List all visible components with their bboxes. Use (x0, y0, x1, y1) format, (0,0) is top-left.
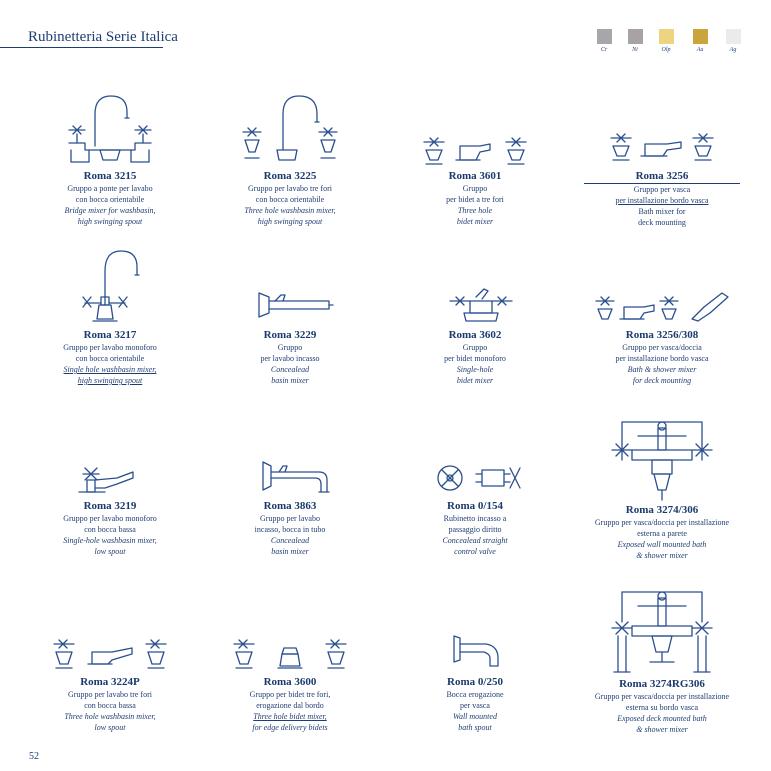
product-desc-en: Three hole bidet mixer, (253, 712, 327, 721)
product-desc-it: con bocca bassa (84, 525, 136, 534)
product-desc-en: control valve (454, 547, 496, 556)
concealed-tube-spout-icon (235, 458, 345, 498)
product-desc-en: Single-hole washbasin mixer, (63, 536, 157, 545)
concealed-basin-mixer-icon (235, 287, 345, 327)
product-name: Roma 0/250 (447, 676, 503, 688)
page-number: 52 (29, 751, 39, 762)
product-desc-it: erogazione dal bordo (256, 701, 324, 710)
product-card[interactable] (200, 287, 380, 386)
product-desc-it: con bocca bassa (84, 701, 136, 710)
deck-bath-shower-mixer-exposed-icon (602, 582, 722, 676)
product-desc-it: incasso, bocca in tubo (254, 525, 326, 534)
product-desc-en: for edge delivery bidets (252, 723, 328, 732)
product-desc-en: bath spout (458, 723, 492, 732)
product-desc-en: Single-hole (456, 365, 494, 374)
product-desc-it: Gruppo (277, 343, 303, 352)
product-card[interactable] (572, 416, 752, 561)
deck-bath-mixer-icon (607, 128, 717, 168)
product-desc-it: per lavabo incasso (260, 354, 320, 363)
finish-swatch-au (693, 29, 708, 44)
product-desc-it: per bidet monoforo (444, 354, 506, 363)
bridge-mixer-swinging-spout-icon (55, 88, 165, 168)
page-title: Rubinetteria Serie Italica (28, 29, 178, 45)
product-desc-en: Exposed wall mounted bath (617, 540, 707, 549)
single-hole-basin-mixer-icon (55, 247, 165, 327)
product-name: Roma 3219 (83, 500, 137, 512)
product-desc-en: Concealead straight (442, 536, 508, 545)
product-desc-it: Gruppo per vasca/doccia (622, 343, 702, 352)
product-desc-en: & shower mixer (636, 725, 688, 734)
product-desc-it: esterna a parete (637, 529, 687, 538)
product-desc-it: per installazione bordo vasca (615, 354, 709, 363)
product-desc-en: basin mixer (271, 547, 309, 556)
product-desc-it: Gruppo per vasca/doccia per installazione (594, 692, 730, 701)
product-desc-en: bidet mixer (456, 376, 494, 385)
finish-swatch-ni (628, 29, 643, 44)
product-desc-it: Bocca erogazione (446, 690, 504, 699)
product-desc-it: Gruppo per vasca/doccia per installazione (594, 518, 730, 527)
product-card[interactable] (572, 582, 752, 735)
product-desc-en: high swinging spout (257, 217, 323, 226)
finish-swatches (590, 29, 750, 61)
product-name: Roma 3600 (263, 676, 317, 688)
finish-silver (719, 29, 747, 53)
finish-swatch-olp (659, 29, 674, 44)
product-card[interactable] (385, 128, 565, 227)
product-desc-it: Gruppo per lavabo monoforo (63, 343, 157, 352)
wall-bath-spout-icon (420, 634, 530, 674)
finish-gold (686, 29, 714, 53)
product-card[interactable] (385, 634, 565, 733)
product-desc-it: Gruppo per lavabo tre fori (248, 184, 332, 193)
product-desc-it: Rubinetto incasso a (443, 514, 507, 523)
concealed-straight-valve-icon (420, 458, 530, 498)
finish-label-cr: Cr (600, 47, 608, 53)
product-card[interactable] (20, 634, 200, 733)
three-hole-basin-mixer-high-spout-icon (235, 88, 345, 168)
product-name: Roma 3274RG306 (619, 678, 705, 690)
product-desc-en: bidet mixer (456, 217, 494, 226)
product-name: Roma 3601 (448, 170, 502, 182)
finish-label-ag: Ag (729, 47, 737, 53)
finish-label-olp: Olp (661, 47, 671, 53)
product-desc-it: Gruppo (462, 343, 488, 352)
product-name: Roma 3602 (448, 329, 502, 341)
product-desc-en: & shower mixer (636, 551, 688, 560)
product-desc-it: esterna su bordo vasca (625, 703, 699, 712)
product-card[interactable] (572, 128, 752, 228)
product-card[interactable] (20, 88, 200, 227)
product-name: Roma 3863 (263, 500, 317, 512)
product-name: Roma 3225 (263, 170, 317, 182)
product-desc-it: con bocca orientabile (75, 195, 145, 204)
wall-bath-shower-mixer-icon (602, 416, 722, 502)
product-name: Roma 3256 (635, 170, 689, 182)
product-desc-en: Concealead (270, 536, 310, 545)
product-desc-en: Exposed deck mounted bath (617, 714, 707, 723)
product-desc-en: Three hole washbasin mixer, (244, 206, 336, 215)
product-desc-it: per vasca (460, 701, 490, 710)
product-desc-it: Gruppo per lavabo (260, 514, 320, 523)
single-hole-bidet-mixer-icon (420, 287, 530, 327)
finish-old-polished (652, 29, 680, 53)
edge-delivery-bidet-mixer-icon (230, 634, 350, 674)
product-desc-it: Gruppo (462, 184, 488, 193)
product-desc-en: Bath mixer for (638, 207, 686, 216)
product-card[interactable] (200, 634, 380, 733)
finish-nickel (621, 29, 649, 53)
finish-swatch-cr (597, 29, 612, 44)
product-desc-en: high swinging spout (77, 376, 143, 385)
finish-label-au: Au (696, 47, 704, 53)
product-desc-it: con bocca orientabile (75, 354, 145, 363)
product-desc-en: Three hole (457, 206, 493, 215)
product-card[interactable] (20, 247, 200, 386)
product-desc-it: con bocca orientabile (255, 195, 325, 204)
product-desc-en: high swinging spout (77, 217, 143, 226)
product-card[interactable] (385, 287, 565, 386)
product-name: Roma 3256/308 (625, 329, 699, 341)
product-desc-it: Gruppo per lavabo tre fori (68, 690, 152, 699)
finish-chrome (590, 29, 618, 53)
product-desc-en: Wall mounted (453, 712, 497, 721)
product-name: Roma 3215 (83, 170, 137, 182)
product-name: Roma 3229 (263, 329, 317, 341)
product-desc-en: Concealead (270, 365, 310, 374)
product-desc-en: Bath & shower mixer (627, 365, 697, 374)
product-desc-en: Three hole washbasin mixer, (64, 712, 156, 721)
three-hole-bidet-mixer-icon (420, 128, 530, 168)
product-card[interactable] (20, 458, 200, 557)
product-name: Roma 3217 (83, 329, 137, 341)
product-desc-it: per installazione bordo vasca (615, 196, 709, 205)
finish-label-ni: Ni (632, 47, 638, 53)
product-desc-it: Gruppo per vasca (633, 185, 691, 194)
product-card[interactable] (572, 287, 752, 386)
product-name: Roma 0/154 (447, 500, 503, 512)
product-desc-en: for deck mounting (632, 376, 692, 385)
product-desc-it: Gruppo a ponte per lavabo (67, 184, 153, 193)
product-desc-en: Single hole washbasin mixer, (63, 365, 157, 374)
product-desc-en: low spout (94, 547, 126, 556)
product-name: Roma 3274/306 (625, 504, 699, 516)
product-card[interactable] (200, 458, 380, 557)
product-desc-en: basin mixer (271, 376, 309, 385)
three-hole-basin-low-spout-icon (50, 634, 170, 674)
product-card[interactable] (200, 88, 380, 227)
single-hole-basin-low-spout-icon (55, 458, 165, 498)
product-card[interactable] (385, 458, 565, 557)
finish-swatch-ag (726, 29, 741, 44)
product-desc-en: low spout (94, 723, 126, 732)
product-desc-en: deck mounting (638, 218, 686, 227)
product-desc-it: per bidet a tre fori (446, 195, 504, 204)
deck-bath-shower-mixer-icon (592, 287, 732, 327)
title-underline (0, 47, 163, 48)
product-desc-it: passaggio diritto (448, 525, 502, 534)
product-desc-it: Gruppo per lavabo monoforo (63, 514, 157, 523)
product-name: Roma 3224P (80, 676, 140, 688)
product-desc-en: Bridge mixer for washbasin, (64, 206, 156, 215)
product-desc-it: Gruppo per bidet tre fori, (249, 690, 331, 699)
